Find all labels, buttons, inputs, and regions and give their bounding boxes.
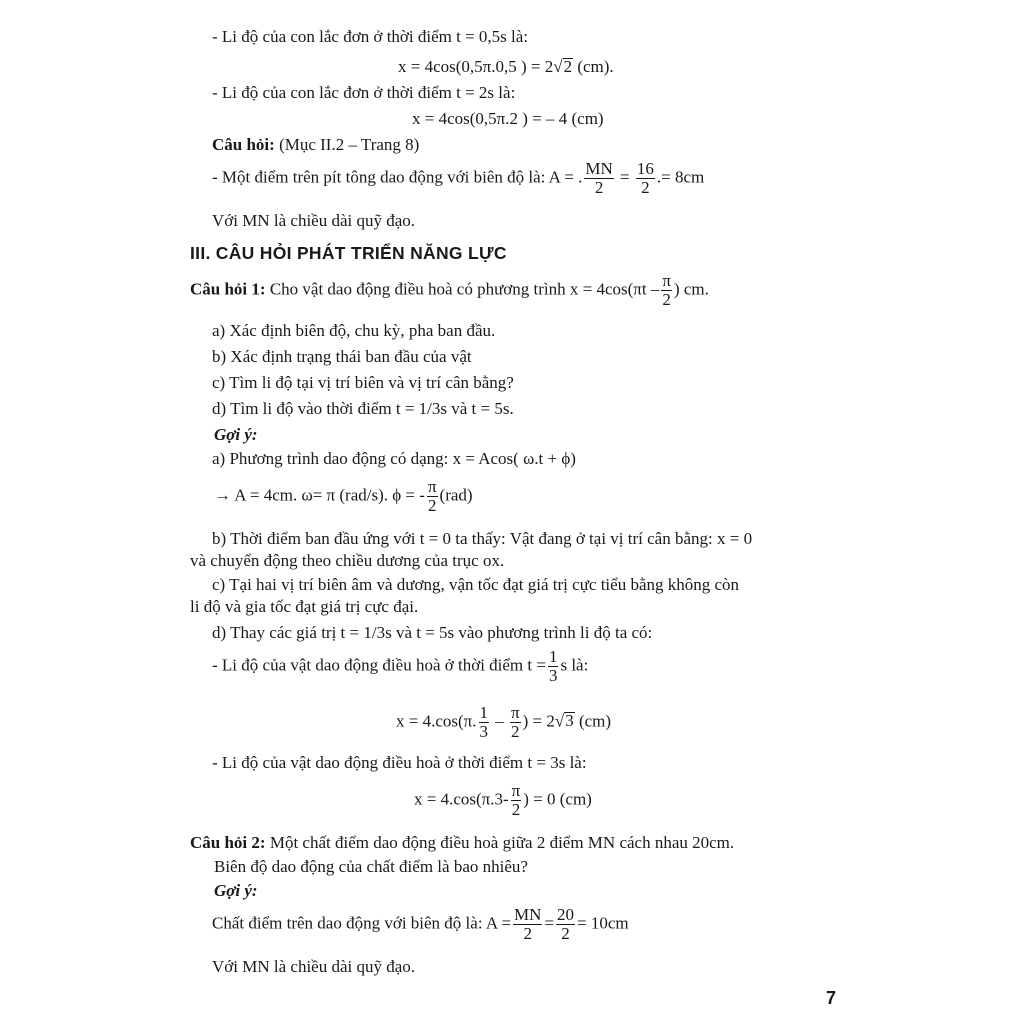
text-line: - Li độ của con lắc đơn ở thời điểm t = 0,5s là:: [212, 27, 529, 46]
fraction: $\frac{1}{3}$: [479, 703, 488, 741]
question-line: Câu hỏi 2: Một chất điểm dao động điều hoà giữa 2 điểm MN cách nhau 20cm.: [190, 833, 735, 852]
fraction: $\frac{1}{3}$: [548, 647, 558, 685]
page-number: 7: [825, 988, 836, 1008]
text-line: c) Tìm li độ tại vị trí biên và vị trí cân bằng?: [212, 373, 514, 392]
equation-line: x = 4cos(0,5π.0,5 ) = 2√2 (cm).: [398, 57, 614, 76]
text-line: Với MN là chiều dài quỹ đạo.: [212, 957, 416, 976]
text-line: Biên độ dao động của chất điểm là bao nhiêu?: [214, 857, 528, 876]
equation-line: x = 4.cos(π.3- $\frac{\pi}{2}$ ) = 0 (cm): [414, 781, 592, 819]
equation-line: → A = 4cm. ω= π (rad/s). ϕ = - $\frac{\pi}{2}$ (rad): [214, 477, 473, 515]
text-line: Với MN là chiều dài quỹ đạo.: [212, 211, 416, 230]
equation-line: x = 4.cos(π. $\frac{1}{3}$ – $\frac{\pi}{2}$ ) = 2√3 (cm): [396, 703, 612, 741]
text-line: d) Tìm li độ vào thời điểm t = 1/3s và t = 5s.: [212, 399, 514, 418]
text-line: b) Xác định trạng thái ban đầu của vật: [212, 347, 472, 366]
fraction: $\frac{\pi}{2}$: [427, 477, 437, 515]
fraction: $\frac{MN}{2}$: [585, 159, 613, 197]
text-line: d) Thay các giá trị t = 1/3s và t = 5s vào phương trình li độ ta có:: [212, 623, 653, 642]
fraction: $\frac{\pi}{2}$: [662, 271, 671, 309]
fraction: $\frac{\pi}{2}$: [511, 703, 520, 741]
text-line: c) Tại hai vị trí biên âm và dương, vận tốc đạt giá trị cực tiểu bằng không còn: [212, 575, 740, 594]
text-line: a) Xác định biên độ, chu kỳ, pha ban đầu.: [212, 321, 496, 340]
sqrt-symbol: √: [554, 711, 565, 731]
text-line: b) Thời điểm ban đầu ứng với t = 0 ta thấy: Vật đang ở tại vị trí cân bằng: x = 0: [212, 529, 753, 548]
text-line: - Li độ của con lắc đơn ở thời điểm t = 2s là:: [212, 83, 516, 102]
question-line: Câu hỏi 1: Cho vật dao động điều hoà có phương trình x = 4cos(πt – $\frac{\pi}{2}$ ) cm.: [190, 271, 709, 309]
text-line: li độ và gia tốc đạt giá trị cực đại.: [190, 597, 419, 616]
text-line: a) Phương trình dao động có dạng: x = Acos( ω.t + ϕ): [212, 449, 576, 468]
section-heading: III. CÂU HỎI PHÁT TRIỂN NĂNG LỰC: [190, 243, 507, 263]
equation-line: - Li độ của vật dao động điều hoà ở thời điểm t = $\frac{1}{3}$ s là:: [212, 647, 589, 685]
sqrt-symbol: √: [553, 57, 563, 76]
hint-label: Gợi ý:: [214, 881, 258, 900]
equation-line: Chất điểm trên dao động với biên độ là: A = $\frac{MN}{2}$ = $\frac{20}{2}$ = 10cm: [212, 905, 629, 943]
equation-line: - Một điểm trên pít tông dao động với biên độ là: A = . $\frac{MN}{2}$ = $\frac{16}{2}$ .= 8cm: [212, 159, 705, 197]
text-line: và chuyển động theo chiều dương của trục ox.: [190, 551, 505, 570]
fraction: $\frac{MN}{2}$: [514, 905, 542, 943]
fraction: $\frac{\pi}{2}$: [511, 781, 521, 819]
fraction: $\frac{16}{2}$: [636, 159, 654, 197]
hint-label: Gợi ý:: [214, 425, 258, 444]
equation-line: x = 4cos(0,5π.2 ) = – 4 (cm): [412, 109, 604, 128]
text-line: - Li độ của vật dao động điều hoà ở thời điểm t = 3s là:: [212, 753, 587, 772]
text-line: Câu hỏi: (Mục II.2 – Trang 8): [212, 135, 420, 154]
fraction: $\frac{20}{2}$: [557, 905, 575, 943]
